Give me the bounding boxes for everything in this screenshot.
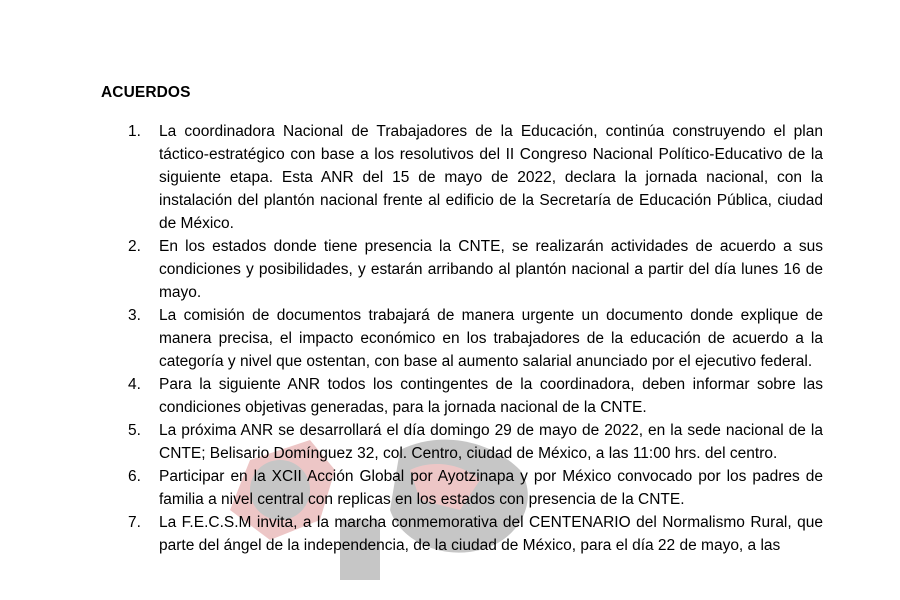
- list-item-number: 5.: [128, 422, 141, 439]
- list-item-number: 4.: [128, 376, 141, 393]
- list-item: [0, 304, 900, 373]
- list-item-text: En los estados donde tiene presencia la CNTE, se realizarán actividades de acuerdo a sus condiciones y posibilidades, y estarán arribando al plantón nacional a partir del día lunes 16 de mayo.: [159, 238, 823, 301]
- section-heading: ACUERDOS: [101, 84, 191, 101]
- list-item: [0, 373, 900, 419]
- list-item-text: La próxima ANR se desarrollará el día domingo 29 de mayo de 2022, en la sede nacional de la CNTE; Belisario Domínguez 32, col. Centro, ciudad de México, a las 11:00 hrs. del centro.: [159, 422, 823, 462]
- list-item: [0, 120, 900, 235]
- list-item: [0, 511, 900, 557]
- list-item-text: Para la siguiente ANR todos los contingentes de la coordinadora, deben informar sobre las condiciones objetivas generadas, para la jornada nacional de la CNTE.: [159, 376, 823, 416]
- list-item-text: La comisión de documentos trabajará de manera urgente un documento donde explique de manera precisa, el impacto económico en los trabajadores de la educación de acuerdo a la categoría y nivel que ostentan, con base al aumento salarial anunciado por el ejecutivo federal.: [159, 307, 823, 370]
- list-item-text: La F.E.C.S.M invita, a la marcha conmemorativa del CENTENARIO del Normalismo Rural, que parte del ángel de la independencia, de la ciudad de México, para el día 22 de mayo, a las: [159, 514, 823, 554]
- list-item-number: 3.: [128, 307, 141, 324]
- agreements-list: [0, 120, 900, 557]
- list-item-number: 6.: [128, 468, 141, 485]
- list-item-text: Participar en la XCII Acción Global por Ayotzinapa y por México convocado por los padres de familia a nivel central con replicas en los estados con presencia de la CNTE.: [159, 468, 823, 508]
- list-item: [0, 465, 900, 511]
- list-item-number: 2.: [128, 238, 141, 255]
- list-item-text: La coordinadora Nacional de Trabajadores de la Educación, continúa construyendo el plan táctico-estratégico con base a los resolutivos del II Congreso Nacional Político-Educativo de la siguiente etapa. Esta ANR del 15 de mayo de 2022, declara la jornada nacional, con la instalación del plantón nacional frente al edificio de la Secretaría de Educación Pública, ciudad de México.: [159, 123, 823, 232]
- list-item: [0, 419, 900, 465]
- list-item-number: 7.: [128, 514, 141, 531]
- list-item: [0, 235, 900, 304]
- list-item-number: 1.: [128, 123, 141, 140]
